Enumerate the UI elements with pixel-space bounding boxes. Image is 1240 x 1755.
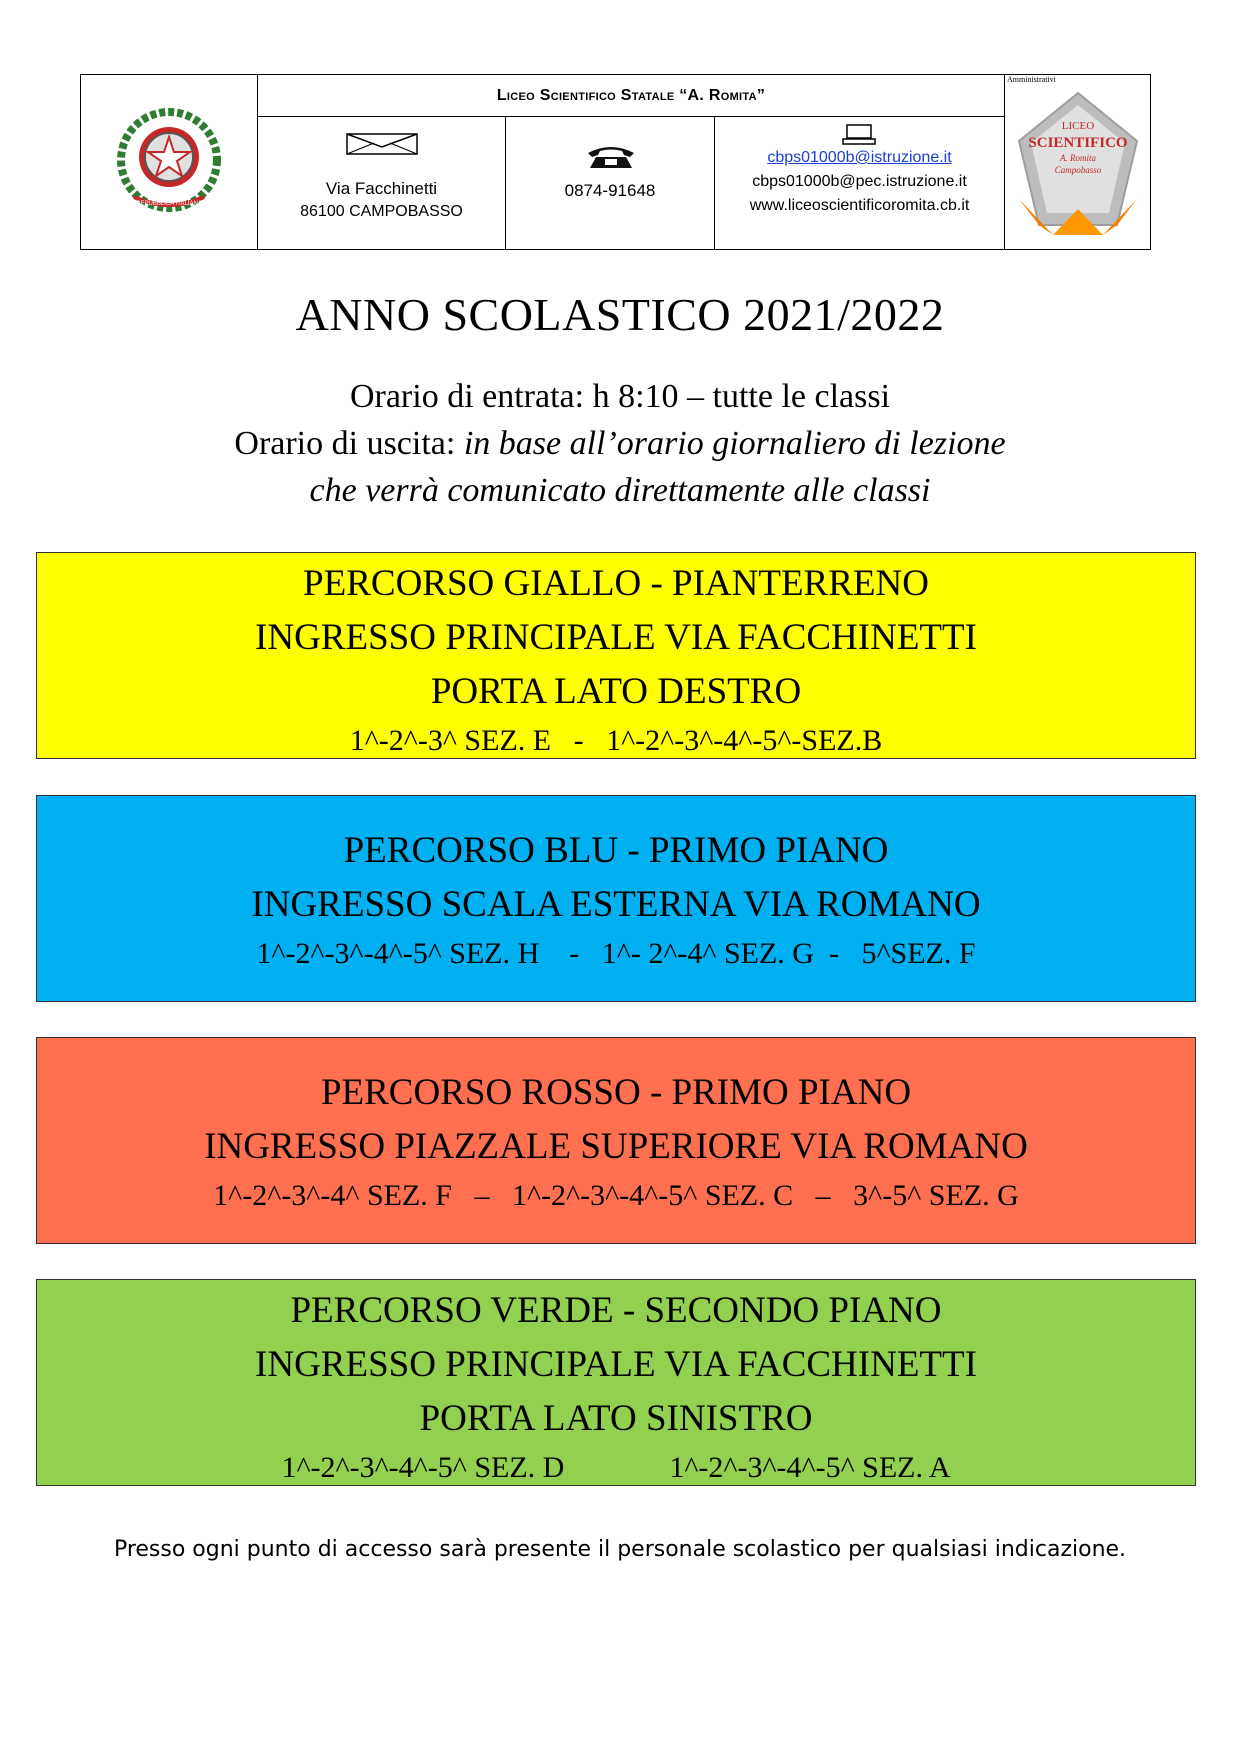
route-classes: 1^-2^-3^-4^-5^ SEZ. H - 1^- 2^-4^ SEZ. G - 5^SEZ. F: [256, 937, 976, 970]
route-red: [36, 1037, 1196, 1244]
route-entrance: INGRESSO PRINCIPALE VIA FACCHINETTI: [255, 617, 977, 658]
route-classes: 1^-2^-3^ SEZ. E - 1^-2^-3^-4^-5^-SEZ.B: [349, 724, 883, 757]
svg-text:Campobasso: Campobasso: [1054, 165, 1102, 175]
route-green: [36, 1279, 1196, 1486]
exit-label: Orario di uscita:: [234, 425, 464, 462]
route-door: PORTA LATO DESTRO: [430, 671, 802, 712]
route-classes: 1^-2^-3^-4^ SEZ. F – 1^-2^-3^-4^-5^ SEZ. C – 3^-5^ SEZ. G: [213, 1179, 1019, 1212]
route-title: PERCORSO VERDE - SECONDO PIANO: [290, 1290, 942, 1331]
phone-cell: [506, 117, 715, 249]
svg-text:A. Romita: A. Romita: [1060, 153, 1096, 163]
school-name: Liceo Scientifico Statale “A. Romita”: [258, 75, 1004, 117]
phone-number: 0874-91648: [564, 181, 656, 200]
route-classes: 1^-2^-3^-4^-5^ SEZ. D 1^-2^-3^-4^-5^ SEZ. A: [281, 1451, 951, 1484]
footer-note: Presso ogni punto di accesso sarà presente il personale scolastico per qualsiasi indicazione.: [113, 1537, 1127, 1562]
contacts-cell: [715, 117, 1004, 249]
svg-text:LICEO: LICEO: [1061, 120, 1095, 132]
address-street: Via Facchinetti: [325, 179, 438, 198]
route-door: PORTA LATO SINISTRO: [419, 1398, 813, 1439]
route-yellow: [36, 552, 1196, 759]
logo-cell: [1004, 75, 1150, 249]
emblem-cell: [81, 75, 258, 249]
pec-address: cbps01000b@pec.istruzione.it: [752, 173, 967, 190]
route-blue: [36, 795, 1196, 1002]
route-entrance: INGRESSO PRINCIPALE VIA FACCHINETTI: [255, 1344, 977, 1385]
website: www.liceoscientificoromita.cb.it: [749, 197, 970, 214]
exit-text: in base all’orario giornaliero di lezione: [463, 425, 1006, 462]
address-cell: [258, 117, 506, 249]
school-logo-icon: [1013, 89, 1143, 239]
svg-text:REPUBBLICA ITALIANA: REPUBBLICA ITALIANA: [136, 201, 202, 207]
route-title: PERCORSO ROSSO - PRIMO PIANO: [320, 1072, 912, 1113]
exit-text-line2: che verrà comunicato direttamente alle classi: [309, 472, 931, 509]
envelope-icon: [346, 133, 418, 155]
email-link[interactable]: cbps01000b@istruzione.it: [767, 149, 952, 166]
telephone-icon: [584, 143, 638, 169]
route-title: PERCORSO GIALLO - PIANTERRENO: [303, 563, 929, 604]
route-entrance: INGRESSO SCALA ESTERNA VIA ROMANO: [251, 884, 981, 925]
computer-icon: [841, 123, 877, 145]
letterhead: [80, 74, 1151, 250]
admin-label: Amministrativi: [1007, 75, 1056, 84]
route-title: PERCORSO BLU - PRIMO PIANO: [343, 830, 889, 871]
address-city: 86100 CAMPOBASSO: [300, 203, 463, 220]
route-entrance: INGRESSO PIAZZALE SUPERIORE VIA ROMANO: [204, 1126, 1028, 1167]
entry-time: Orario di entrata: h 8:10 – tutte le classi: [349, 378, 891, 415]
school-year-title: ANNO SCOLASTICO 2021/2022: [295, 289, 945, 340]
italian-republic-emblem-icon: [114, 105, 224, 215]
svg-text:SCIENTIFICO: SCIENTIFICO: [1028, 135, 1128, 151]
exit-time: [0, 425, 1240, 463]
